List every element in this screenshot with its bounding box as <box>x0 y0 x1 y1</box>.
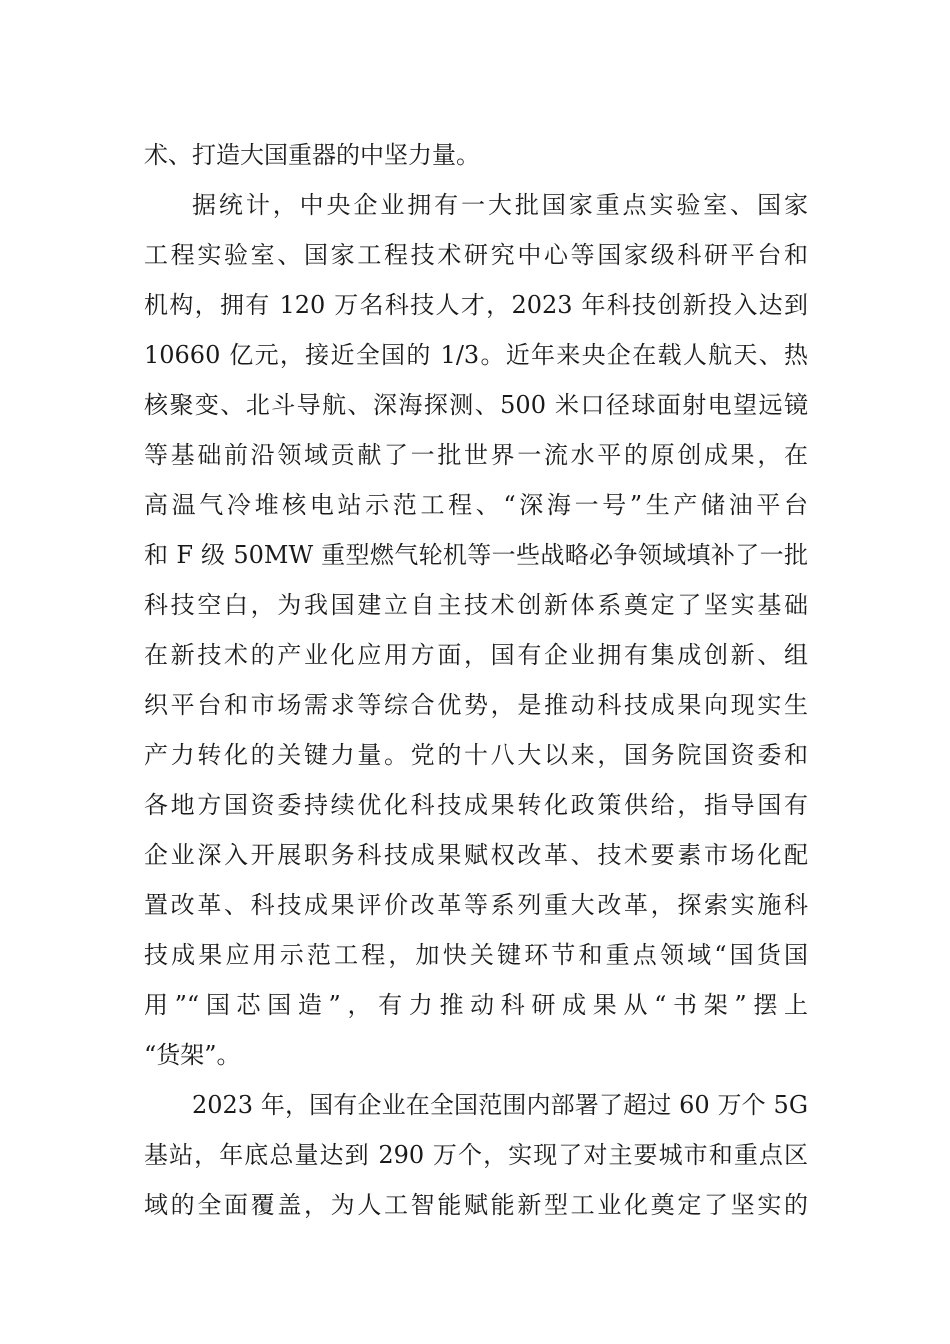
paragraph-2-line-16: 技成果应用示范工程，加快关键环节和重点领域“国货国 <box>144 941 808 969</box>
paragraph-2-line-7: 高温气冷堆核电站示范工程、“深海一号”生产储油平台 <box>144 491 808 519</box>
paragraph-2-line-4: 10660 亿元，接近全国的 1/3。近年来央企在载人航天、热 <box>144 341 808 369</box>
paragraph-2-line-17: 用”“国芯国造”，有力推动科研成果从“书架”摆上 <box>144 991 808 1019</box>
paragraph-2-line-11: 织平台和市场需求等综合优势，是推动科技成果向现实生 <box>144 691 808 719</box>
paragraph-2-line-6: 等基础前沿领域贡献了一批世界一流水平的原创成果，在 <box>144 441 808 469</box>
paragraph-2-line-9: 科技空白，为我国建立自主技术创新体系奠定了坚实基础 <box>144 591 808 619</box>
paragraph-2-line-3: 机构，拥有 120 万名科技人才，2023 年科技创新投入达到 <box>144 291 808 319</box>
paragraph-3-line-3: 域的全面覆盖，为人工智能赋能新型工业化奠定了坚实的 <box>144 1191 808 1219</box>
paragraph-2-line-12: 产力转化的关键力量。党的十八大以来，国务院国资委和 <box>144 741 808 769</box>
paragraph-1-line-1: 术、打造大国重器的中坚力量。 <box>144 141 480 169</box>
paragraph-2-line-14: 企业深入开展职务科技成果赋权改革、技术要素市场化配 <box>144 841 808 869</box>
paragraph-2-line-1: 据统计，中央企业拥有一大批国家重点实验室、国家 <box>192 191 808 219</box>
paragraph-2-line-5: 核聚变、北斗导航、深海探测、500 米口径球面射电望远镜 <box>144 391 808 419</box>
paragraph-2-line-8: 和 F 级 50MW 重型燃气轮机等一些战略必争领域填补了一批 <box>144 541 808 569</box>
paragraph-2-line-18: “货架”。 <box>144 1041 241 1069</box>
paragraph-2-line-2: 工程实验室、国家工程技术研究中心等国家级科研平台和 <box>144 241 808 269</box>
paragraph-3-line-1: 2023 年，国有企业在全国范围内部署了超过 60 万个 5G <box>192 1091 808 1119</box>
paragraph-2-line-13: 各地方国资委持续优化科技成果转化政策供给，指导国有 <box>144 791 808 819</box>
paragraph-3-line-2: 基站，年底总量达到 290 万个，实现了对主要城市和重点区 <box>144 1141 808 1169</box>
paragraph-2-line-15: 置改革、科技成果评价改革等系列重大改革，探索实施科 <box>144 891 808 919</box>
paragraph-2-line-10: 在新技术的产业化应用方面，国有企业拥有集成创新、组 <box>144 641 808 669</box>
